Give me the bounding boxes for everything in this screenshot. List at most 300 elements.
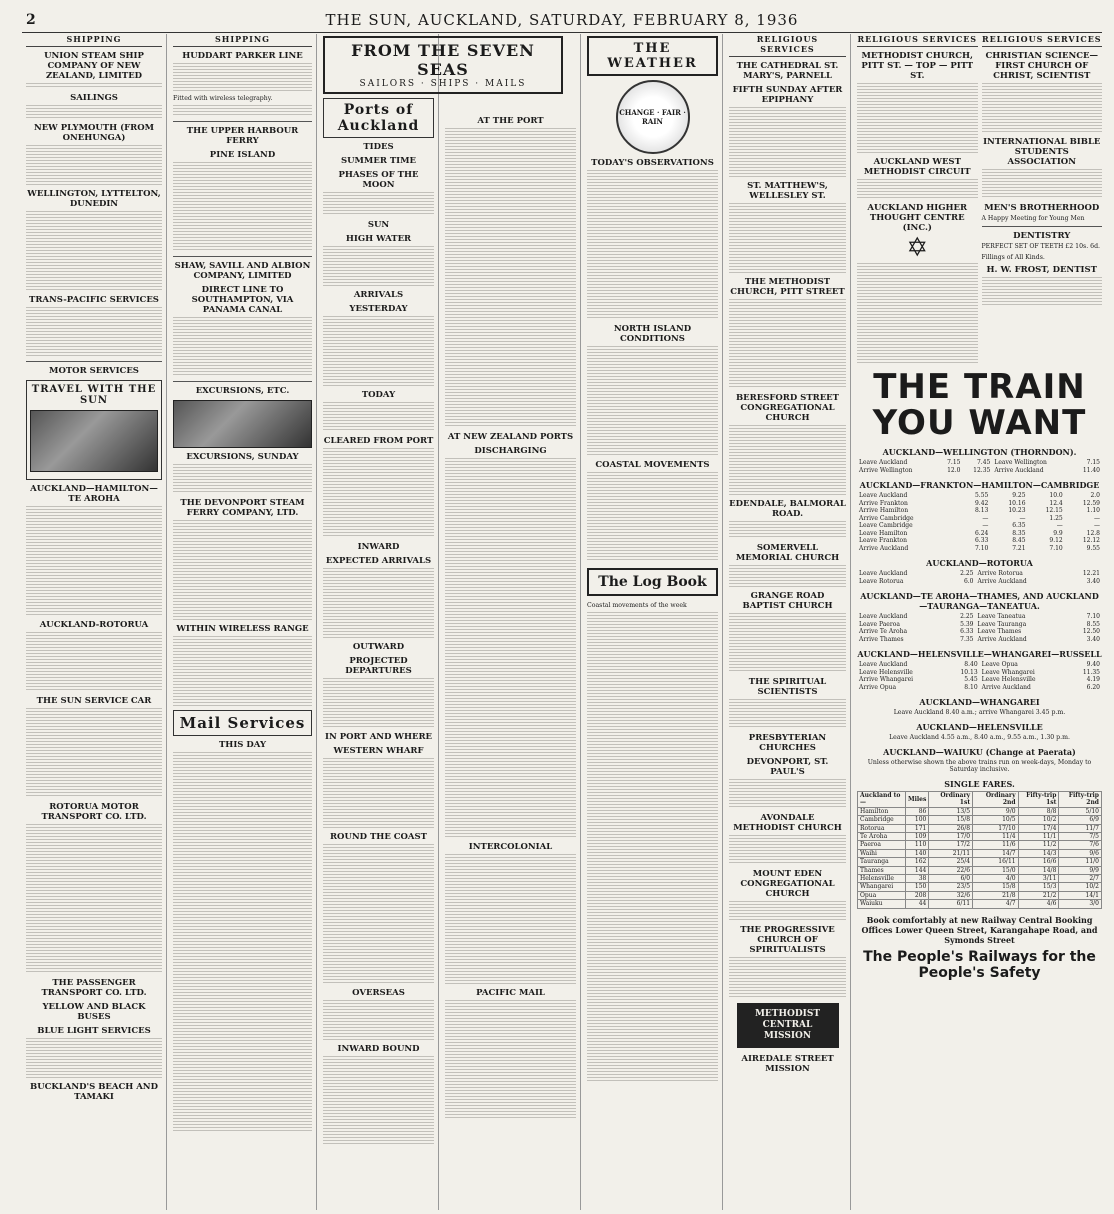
timetable-cell: — <box>1094 514 1100 522</box>
direct-line-heading: DIRECT LINE TO SOUTHAMPTON, VIA PANAMA CANAL <box>191 285 294 316</box>
devonport-ferry-heading: THE DEVONPORT STEAM FERRY COMPANY, LTD. <box>180 498 305 519</box>
round-coast-heading: ROUND THE COAST <box>329 832 427 842</box>
fares-cell: Helensville <box>858 875 906 883</box>
barometer-dial <box>616 80 690 154</box>
weather-heading: THE WEATHER <box>607 41 698 71</box>
timetable-cell: 5.45 <box>964 676 978 683</box>
wireless-heading: WITHIN WIRELESS RANGE <box>176 624 309 635</box>
student-heading: INTERNATIONAL BIBLE STUDENTS ASSOCIATION <box>983 137 1101 167</box>
timetable-cell: 9.9 <box>1053 529 1063 537</box>
masthead <box>22 10 1102 33</box>
fares-row <box>858 849 1102 857</box>
timetable-row <box>857 661 1102 669</box>
timetable-cell: 12.15 <box>1045 507 1063 514</box>
fares-cell: 14/3 <box>1018 849 1059 857</box>
fares-cell: 100 <box>905 816 928 824</box>
fitted-note: Fitted with wireless telegraphy. <box>173 95 273 102</box>
coastal-note: Coastal movements of the week <box>587 602 687 609</box>
timetable-cell: 8.55 <box>1086 620 1100 628</box>
fares-cell: 11/1 <box>1018 833 1059 841</box>
fares-cell: 4/0 <box>973 875 1018 883</box>
timetable-cell: 7.10 <box>1049 544 1063 552</box>
timetable-cell: Leave Opua <box>981 661 1018 668</box>
projected-heading: PROJECTED DEPARTURES <box>345 656 412 676</box>
devonport-church-heading: DEVONPORT, ST. PAUL'S <box>746 757 829 777</box>
timetable-cell: Arrive Whangarei <box>859 676 914 683</box>
timetable-cell: Leave Rotorua <box>859 577 904 585</box>
timetable-cell: Leave Auckland <box>859 570 908 577</box>
fares-cell: 44 <box>905 900 928 908</box>
train-headline-1: THE TRAIN <box>873 367 1086 407</box>
timetable-cell: 6.24 <box>974 529 989 537</box>
fares-cell: 15/8 <box>973 883 1018 891</box>
fares-cell: Cambridge <box>858 816 906 824</box>
huddart-heading: HUDDART PARKER LINE <box>182 51 303 61</box>
route-heading: AUCKLAND—HELENSVILLE—WHANGAREI—RUSSELL <box>857 649 1102 659</box>
timetable-row <box>857 530 1102 538</box>
in-port-heading: IN PORT AND WHERE <box>325 732 432 742</box>
fares-cell: 15/0 <box>973 866 1018 874</box>
fares-row <box>858 891 1102 899</box>
grange-heading: GRANGE ROAD BAPTIST CHURCH <box>742 591 833 611</box>
fares-row <box>858 824 1102 832</box>
timetable-cell: Leave Hamilton <box>859 529 908 537</box>
fares-cell: Rotorua <box>858 824 906 832</box>
fares-cell: 21/11 <box>929 849 973 857</box>
railway-slogan: The People's Railways for the People's Safety <box>863 948 1096 981</box>
fares-cell: 162 <box>905 858 928 866</box>
presbyterian-heading: PRESBYTERIAN CHURCHES <box>748 733 827 753</box>
high-water-heading: HIGH WATER <box>345 234 412 244</box>
today-heading: TODAY <box>361 390 396 400</box>
timetable-cell: — <box>982 514 989 522</box>
observations-heading: TODAY'S OBSERVATIONS <box>591 158 714 168</box>
company-heading: UNION STEAM SHIP COMPANY OF NEW ZEALAND, LIMITED <box>44 51 144 81</box>
fares-cell: 3/11 <box>1018 875 1059 883</box>
timetable-cell: 8.13 <box>974 507 989 514</box>
timetable-cell: 9.12 <box>1049 537 1063 544</box>
route-heading: AUCKLAND—WAIUKU (Change at Paerata) <box>883 747 1076 757</box>
timetable-cell: 9.42 <box>974 499 989 507</box>
timetable-cell: 10.0 <box>1049 492 1063 499</box>
timetable-thames <box>857 613 1102 643</box>
western-heading: WESTERN WHARF <box>333 746 424 756</box>
section-heading: RELIGIOUS SERVICES <box>729 34 846 57</box>
airedale-heading: AIREDALE STREET MISSION <box>741 1054 834 1074</box>
fares-cell: Paeroa <box>858 841 906 849</box>
timetable-cell: 7.15 <box>1086 459 1100 466</box>
timetable-cell: 4.19 <box>1086 676 1100 683</box>
timetable-cell: 12.35 <box>973 466 991 474</box>
fares-cell: 8/8 <box>1018 807 1059 815</box>
timetable-cell: 11.35 <box>1082 668 1100 676</box>
timetable-cell: 12.12 <box>1082 537 1100 544</box>
fares-header-cell: Ordinary 1st <box>929 792 973 808</box>
timetable-cell: Leave Frankton <box>859 537 907 544</box>
timetable-cell: 5.55 <box>974 492 989 499</box>
timetable-cell: Leave Thames <box>977 628 1022 635</box>
timetable-cell: 7.45 <box>976 459 991 466</box>
pine-island-heading: PINE ISLAND <box>209 150 276 161</box>
timetable-cell: Leave Whangarei <box>981 668 1035 676</box>
fifth-sunday-heading: FIFTH SUNDAY AFTER EPIPHANY <box>732 85 843 105</box>
fares-cell: 23/5 <box>929 883 973 891</box>
timetable-cell: 3.40 <box>1086 577 1100 585</box>
timetable-cell: 3.40 <box>1086 635 1100 643</box>
mail-services-box <box>173 710 312 736</box>
timetable-cell: 5.39 <box>960 620 974 628</box>
timetable-row <box>857 621 1102 629</box>
inward-bound-heading: INWARD BOUND <box>337 1044 420 1054</box>
fares-cell: Hamilton <box>858 807 906 815</box>
car-illustration <box>30 410 158 472</box>
fares-cell: Tauranga <box>858 858 906 866</box>
timetable-cell: 2.25 <box>960 613 974 620</box>
timetable-row <box>857 537 1102 545</box>
fares-header-cell: Ordinary 2nd <box>973 792 1018 808</box>
edendale-heading: EDENDALE, BALMORAL ROAD. <box>729 499 846 519</box>
timetable-cell: 12.0 <box>947 466 961 474</box>
columns <box>22 34 1106 1212</box>
fares-cell: 13/5 <box>929 807 973 815</box>
fares-cell: 17/10 <box>973 824 1018 832</box>
timetable-cell: 6.33 <box>960 628 974 635</box>
column-religious-1 <box>725 34 851 1210</box>
timetable-cell: Arrive Cambridge <box>859 514 914 522</box>
sun-heading: SUN <box>367 220 390 230</box>
fares-cell: Opua <box>858 891 906 899</box>
fares-cell: 11/6 <box>973 841 1018 849</box>
fares-cell: 25/4 <box>929 858 973 866</box>
ports-heading: Ports of Auckland <box>337 102 420 134</box>
timetable-cell: 7.10 <box>1086 613 1100 620</box>
fares-cell: 11/0 <box>1059 858 1102 866</box>
fares-row <box>858 883 1102 891</box>
timetable-cell: 6.0 <box>963 577 974 585</box>
timetable-row <box>857 636 1102 644</box>
timetable-cell: 10.13 <box>960 668 978 676</box>
timetable-cell: 9.40 <box>1086 661 1100 668</box>
fares-cell: 26/8 <box>929 824 973 832</box>
section-heading: RELIGIOUS SERVICES <box>982 34 1103 47</box>
weather-box <box>587 36 718 76</box>
dentistry-heading: DENTISTRY <box>1013 231 1071 242</box>
fares-cell: 10/2 <box>1059 883 1102 891</box>
timetable-cell: 12.8 <box>1086 529 1100 537</box>
fares-cell: 86 <box>905 807 928 815</box>
column-shipping-1 <box>22 34 167 1210</box>
discharging-heading: DISCHARGING <box>474 446 547 456</box>
fares-cell: 6/0 <box>929 875 973 883</box>
coastal-heading: COASTAL MOVEMENTS <box>595 460 710 470</box>
fares-cell: 144 <box>905 866 928 874</box>
spiritualist-heading: THE SPIRITUAL SCIENTISTS <box>748 677 827 697</box>
fares-row <box>858 833 1102 841</box>
expected-heading: EXPECTED ARRIVALS <box>325 556 432 566</box>
route-note: Leave Auckland 8.40 a.m.; arrive Whangarei 3.45 p.m. <box>893 709 1066 716</box>
nz-ports-heading: AT NEW ZEALAND PORTS <box>447 432 574 442</box>
flag-illustration <box>173 400 312 448</box>
fillings-note: Fillings of All Kinds. <box>981 253 1045 261</box>
page-number: 2 <box>26 12 36 28</box>
intercolonial-heading: INTERCOLONIAL <box>468 842 553 852</box>
at-port-heading: AT THE PORT <box>477 116 544 126</box>
rotorua-co-heading: ROTORUA MOTOR TRANSPORT CO. LTD. <box>41 802 147 822</box>
timetable-cell: 7.15 <box>947 459 961 466</box>
timetable-rotorua <box>857 570 1102 585</box>
timetable-cell: 2.0 <box>1090 492 1100 499</box>
fares-cell: 3/0 <box>1059 900 1102 908</box>
fares-cell: 9/6 <box>1059 849 1102 857</box>
beach-heading: BUCKLAND'S BEACH AND TAMAKI <box>30 1082 158 1102</box>
timetable-cell: 11.40 <box>1082 466 1100 474</box>
timetable-cell: Leave Helensville <box>859 668 913 676</box>
fares-cell: 4/7 <box>973 900 1018 908</box>
timetable-cell: Leave Helensville <box>981 676 1036 683</box>
fares-cell: Whangarei <box>858 883 906 891</box>
timetable-cell: Leave Auckland <box>859 613 908 620</box>
inward-heading: INWARD <box>357 542 400 552</box>
fares-cell: Waihi <box>858 849 906 857</box>
timetable-cell: 10.23 <box>1008 507 1026 514</box>
timetable-cell: Arrive Te Aroha <box>859 628 908 635</box>
timetable-row <box>857 684 1102 692</box>
yesterday-heading: YESTERDAY <box>349 304 408 314</box>
route-heading: AUCKLAND—ROTORUA <box>926 558 1033 568</box>
travel-heading: TRAVEL WITH THE SUN <box>31 384 157 406</box>
route-heading: AUCKLAND—WELLINGTON (THORNDON). <box>882 447 1077 457</box>
fares-cell: Thames <box>858 866 906 874</box>
timetable-cell: — <box>1019 514 1026 522</box>
timetable-cell: Leave Auckland <box>859 459 908 466</box>
timetable-row <box>857 545 1102 553</box>
route-heading: AUCKLAND—FRANKTON—HAMILTON—CAMBRIDGE <box>859 480 1100 490</box>
timetable-cell: Arrive Auckland <box>994 466 1044 474</box>
fares-cell: 11/7 <box>1059 824 1102 832</box>
travel-box <box>26 380 162 480</box>
timetable-cell: Arrive Opua <box>859 683 897 691</box>
timetable-cell: 7.21 <box>1012 544 1026 552</box>
fares-cell: Waiuku <box>858 900 906 908</box>
timetable-cell: Arrive Thames <box>859 635 904 643</box>
dial-text: CHANGE · FAIR · RAIN <box>619 108 686 126</box>
beresford-heading: BERESFORD STREET CONGREGATIONAL CHURCH <box>736 393 839 423</box>
column-port-news <box>441 34 581 1210</box>
fares-cell: 16/11 <box>973 858 1018 866</box>
train-ad-header <box>857 369 1102 441</box>
timetable-row <box>857 628 1102 636</box>
fares-cell: 21/8 <box>973 891 1018 899</box>
fares-cell: 9/0 <box>973 807 1018 815</box>
route-heading: AUCKLAND—HELENSVILLE <box>916 722 1043 732</box>
timetable-cell: Leave Paeroa <box>859 620 900 628</box>
timetable-row <box>857 613 1102 621</box>
timetable-cell: Arrive Auckland <box>977 577 1027 585</box>
christian-science-heading: CHRISTIAN SCIENCE—FIRST CHURCH OF CHRIST, SCIENTIST <box>985 51 1098 81</box>
yellow-heading: YELLOW AND BLACK BUSES <box>42 1002 146 1022</box>
higher-thought-heading: AUCKLAND HIGHER THOUGHT CENTRE (INC.) <box>867 203 968 233</box>
fares-cell: 208 <box>905 891 928 899</box>
timetable-cell: 8.10 <box>964 683 978 691</box>
excursions-sunday-heading: EXCURSIONS, SUNDAY <box>186 452 299 463</box>
seven-seas-title: FROM THE SEVEN SEAS <box>351 41 535 79</box>
fares-cell: 15/8 <box>929 816 973 824</box>
timetable-row <box>857 669 1102 677</box>
fares-cell: 9/9 <box>1059 866 1102 874</box>
mail-services-heading: Mail Services <box>179 714 306 733</box>
fares-cell: 14/7 <box>973 849 1018 857</box>
log-book-heading: The Log Book <box>598 574 707 590</box>
timetable-cell: 7.35 <box>960 635 974 643</box>
dentist-heading: H. W. FROST, DENTIST <box>986 265 1097 276</box>
timetable-cell: Leave Taneatua <box>977 613 1026 620</box>
fares-cell: 17/4 <box>1018 824 1059 832</box>
timetable-row <box>857 522 1102 530</box>
timetable-cell: Arrive Auckland <box>859 544 909 552</box>
timetable-cell: Arrive Rotorua <box>977 570 1023 577</box>
this-day-heading: THIS DAY <box>218 740 267 751</box>
fares-cell: 171 <box>905 824 928 832</box>
column-weather <box>583 34 723 1210</box>
timetable-row <box>857 459 1102 467</box>
train-headline-2: YOU WANT <box>872 403 1087 443</box>
summer-time-heading: SUMMER TIME <box>340 156 417 166</box>
fares-cell: 2/7 <box>1059 875 1102 883</box>
fares-cell: 16/6 <box>1018 858 1059 866</box>
timetable-wellington <box>857 459 1102 474</box>
fares-cell: 11/2 <box>1018 841 1059 849</box>
methodist-pitt-heading: METHODIST CHURCH, PITT ST. — TOP — PITT ST. <box>861 51 974 81</box>
timetable-row <box>857 676 1102 684</box>
timetable-frankton <box>857 492 1102 552</box>
timetable-cell: 12.59 <box>1082 499 1100 507</box>
fares-cell: 7/5 <box>1059 833 1102 841</box>
auckland-hamilton-heading: AUCKLAND—HAMILTON—TE AROHA <box>30 484 158 504</box>
fares-cell: 11/4 <box>973 833 1018 841</box>
shaw-savill-heading: SHAW, SAVILL AND ALBION COMPANY, LIMITED <box>174 261 311 282</box>
fares-cell: 21/2 <box>1018 891 1059 899</box>
page-title: THE SUN, AUCKLAND, SATURDAY, FEBRUARY 8, 1936 <box>325 11 799 29</box>
timetable-cell: 9.25 <box>1012 492 1026 499</box>
overseas-heading: OVERSEAS <box>352 988 405 998</box>
fares-cell: Te Aroha <box>858 833 906 841</box>
timetable-cell: 1.25 <box>1049 514 1063 522</box>
timetable-cell: 10.16 <box>1008 499 1026 507</box>
timetable-cell: 7.10 <box>974 544 989 552</box>
upper-harbour-heading: THE UPPER HARBOUR FERRY <box>186 126 299 147</box>
section-heading: SHIPPING <box>26 34 162 47</box>
fares-cell: 22/6 <box>929 866 973 874</box>
sailings-heading: SAILINGS <box>70 93 118 103</box>
somervell-heading: SOMERVELL MEMORIAL CHURCH <box>735 543 840 563</box>
fares-row <box>858 807 1102 815</box>
timetable-cell: Leave Auckland <box>859 492 908 499</box>
timetable-cell: 8.45 <box>1012 537 1026 544</box>
timetable-row <box>857 492 1102 500</box>
fares-row <box>858 875 1102 883</box>
fares-cell: 4/6 <box>1018 900 1059 908</box>
cleared-heading: CLEARED FROM PORT <box>323 436 434 446</box>
timetable-cell: — <box>1094 522 1100 529</box>
fares-cell: 38 <box>905 875 928 883</box>
timetable-cell: 2.25 <box>960 570 974 577</box>
plymouth-heading: NEW PLYMOUTH (FROM ONEHUNGA) <box>33 123 155 143</box>
timetable-cell: Leave Wellington <box>994 459 1047 466</box>
timetable-cell: Arrive Hamilton <box>859 507 909 514</box>
arrivals-heading: ARRIVALS <box>353 290 404 300</box>
fares-cell: 17/0 <box>929 833 973 841</box>
timetable-row <box>857 500 1102 508</box>
fares-cell: 14/1 <box>1059 891 1102 899</box>
timetable-cell: 6.35 <box>1012 522 1026 529</box>
avondale-heading: AVONDALE METHODIST CHURCH <box>733 813 842 833</box>
wellington-heading: WELLINGTON, LYTTELTON, DUNEDIN <box>27 189 161 209</box>
star-of-david-icon: ✡ <box>906 233 929 263</box>
phases-heading: PHASES OF THE MOON <box>338 170 419 190</box>
mt-eden-heading: MOUNT EDEN CONGREGATIONAL CHURCH <box>740 869 835 899</box>
fares-header-cell: Auckland to— <box>858 792 906 808</box>
section-heading: RELIGIOUS SERVICES <box>857 34 978 47</box>
timetable-cell: 6.20 <box>1086 683 1100 691</box>
north-island-heading: NORTH ISLAND CONDITIONS <box>613 324 692 344</box>
mission-heading: METHODIST CENTRAL MISSION <box>754 1009 821 1041</box>
blue-heading: BLUE LIGHT SERVICES <box>37 1026 151 1036</box>
timetable-cell: Arrive Auckland <box>977 635 1027 643</box>
column-shipping-2 <box>169 34 317 1210</box>
timetable-cell: Leave Cambridge <box>859 522 913 529</box>
fares-table <box>857 791 1102 909</box>
fares-cell: 110 <box>905 841 928 849</box>
fares-cell: 32/6 <box>929 891 973 899</box>
tides-heading: TIDES <box>363 142 394 152</box>
route-heading: AUCKLAND—WHANGAREI <box>919 697 1040 707</box>
fares-cell: 14/8 <box>1018 866 1059 874</box>
auckland-west-heading: AUCKLAND WEST METHODIST CIRCUIT <box>863 157 971 177</box>
auckland-rotorua-heading: AUCKLAND-ROTORUA <box>39 620 149 630</box>
brotherhood-heading: MEN'S BROTHERHOOD <box>984 203 1100 213</box>
progressive-heading: THE PROGRESSIVE CHURCH OF SPIRITUALISTS <box>740 925 835 955</box>
seven-seas-subtitle: SAILORS · SHIPS · MAILS <box>359 79 527 89</box>
route-heading: AUCKLAND—TE AROHA—THAMES, AND AUCKLAND—TAURANGA—TANEATUA. <box>860 591 1099 611</box>
mission-logo <box>737 1003 839 1048</box>
fares-cell: 15/3 <box>1018 883 1059 891</box>
fares-row <box>858 900 1102 908</box>
timetable-row <box>857 578 1102 586</box>
happy-note: A Happy Meeting for Young Men <box>981 215 1085 222</box>
ports-box <box>323 98 434 138</box>
cathedral-heading: THE CATHEDRAL ST. MARY'S, PARNELL <box>736 61 839 81</box>
fares-header-cell: Fifty-trip 1st <box>1018 792 1059 808</box>
timetable-row <box>857 507 1102 515</box>
st-matthews-heading: ST. MATTHEW'S, WELLESLEY ST. <box>747 181 828 201</box>
fares-row <box>858 841 1102 849</box>
timetable-whangarei-russell <box>857 661 1102 691</box>
fares-row <box>858 816 1102 824</box>
timetable-cell: 12.50 <box>1082 628 1100 635</box>
log-book-box <box>587 568 718 596</box>
fares-cell: 17/2 <box>929 841 973 849</box>
fares-header-cell: Fifty-trip 2nd <box>1059 792 1102 808</box>
fares-heading: SINGLE FARES. <box>944 779 1015 789</box>
fares-cell: 6/9 <box>1059 816 1102 824</box>
trans-pacific-heading: TRANS-PACIFIC SERVICES <box>29 295 159 305</box>
section-heading: SHIPPING <box>173 34 312 47</box>
excursions-heading: EXCURSIONS, ETC. <box>195 386 290 397</box>
motor-heading: MOTOR SERVICES <box>49 366 139 376</box>
passenger-heading: THE PASSENGER TRANSPORT CO. LTD. <box>41 978 147 998</box>
fares-cell: 150 <box>905 883 928 891</box>
timetable-cell: Arrive Frankton <box>859 499 908 507</box>
